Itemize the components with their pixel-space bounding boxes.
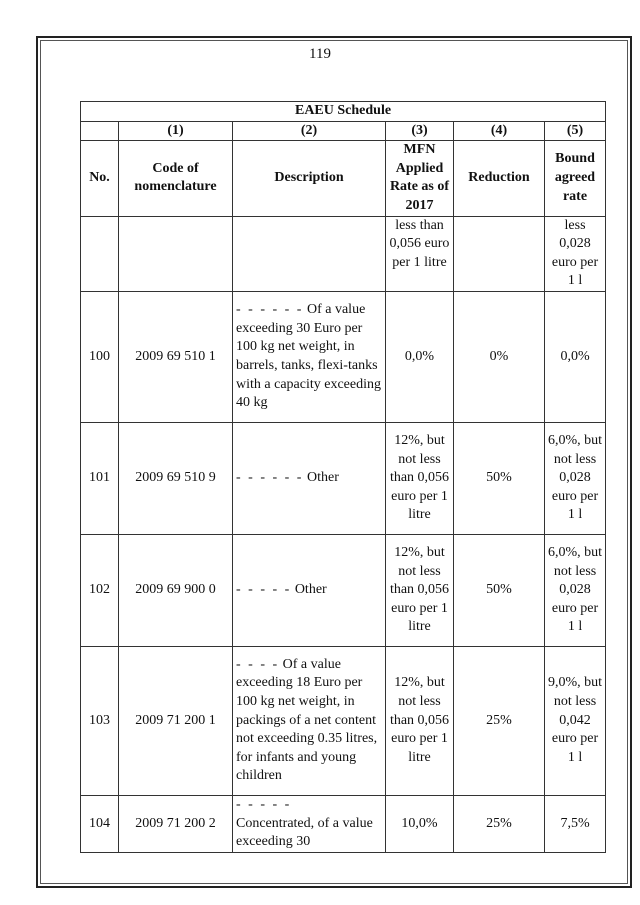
dash-prefix: - - - - - <box>236 582 292 598</box>
table-row <box>81 646 606 795</box>
cell-bound: 6,0%, but not less 0,028 euro per 1 l <box>545 422 606 534</box>
cell-no: 101 <box>81 422 119 534</box>
header-bound-rate: Bound agreed rate <box>545 141 606 216</box>
cell-mfn: 10,0% <box>386 795 454 852</box>
header-code: Code of nomenclature <box>119 141 233 216</box>
cell-no: 100 <box>81 291 119 422</box>
cell-reduction: 25% <box>454 646 545 795</box>
cell-bound: 6,0%, but not less 0,028 euro per 1 l <box>545 534 606 646</box>
header-no: No. <box>81 141 119 216</box>
cell-reduction: 50% <box>454 422 545 534</box>
cell-no: 103 <box>81 646 119 795</box>
dash-prefix: - - - - <box>236 656 280 672</box>
cell-no: 102 <box>81 534 119 646</box>
cell-no: 104 <box>81 795 119 852</box>
column-number-2: (2) <box>233 121 386 141</box>
eaeu-schedule-table <box>80 101 606 853</box>
header-row <box>81 141 606 216</box>
dash-prefix: - - - - - - <box>236 470 304 486</box>
cell-no <box>81 216 119 291</box>
cell-reduction: 50% <box>454 534 545 646</box>
description-text: Of a value exceeding 18 Euro per 100 kg net weight, in packings of a net content not exceeding 0.35 litres, for infants and young children <box>236 656 378 784</box>
column-number-3: (3) <box>386 121 454 141</box>
cell-code <box>119 216 233 291</box>
cell-code: 2009 69 510 9 <box>119 422 233 534</box>
cell-description <box>233 422 386 534</box>
description-text: Other <box>294 582 327 598</box>
cell-reduction <box>454 216 545 291</box>
cell-reduction: 25% <box>454 795 545 852</box>
table-title: EAEU Schedule <box>81 102 606 122</box>
column-number-5: (5) <box>545 121 606 141</box>
dash-prefix: - - - - - <box>236 796 292 812</box>
table-row <box>81 291 606 422</box>
cell-mfn: 12%, but not less than 0,056 euro per 1 litre <box>386 646 454 795</box>
cell-description <box>233 795 386 852</box>
column-number-4: (4) <box>454 121 545 141</box>
cell-description <box>233 291 386 422</box>
cell-mfn: 0,0% <box>386 291 454 422</box>
cell-code: 2009 69 900 0 <box>119 534 233 646</box>
description-text: Other <box>306 470 339 486</box>
column-number-1: (1) <box>119 121 233 141</box>
cell-mfn: 12%, but not less than 0,056 euro per 1 litre <box>386 422 454 534</box>
cell-bound: 7,5% <box>545 795 606 852</box>
description-text: Concentrated, of a value exceeding 30 <box>236 815 373 850</box>
cell-bound: 0,0% <box>545 291 606 422</box>
header-reduction: Reduction <box>454 141 545 216</box>
column-number-blank <box>81 121 119 141</box>
header-description: Description <box>233 141 386 216</box>
column-number-row <box>81 121 606 141</box>
cell-code: 2009 69 510 1 <box>119 291 233 422</box>
cell-mfn: 12%, but not less than 0,056 euro per 1 litre <box>386 534 454 646</box>
cell-description <box>233 646 386 795</box>
cell-code: 2009 71 200 2 <box>119 795 233 852</box>
description-text: Of a value exceeding 30 Euro per 100 kg net weight, in barrels, tanks, flexi-tanks with a capacity exceeding 40 kg <box>236 302 381 411</box>
table-row <box>81 795 606 852</box>
header-mfn-rate: MFN Applied Rate as of 2017 <box>386 141 454 216</box>
cell-mfn: less than 0,056 euro per 1 litre <box>386 216 454 291</box>
cell-description <box>233 216 386 291</box>
table-row <box>81 534 606 646</box>
table-row-continuation <box>81 216 606 291</box>
cell-bound: less 0,028 euro per 1 l <box>545 216 606 291</box>
cell-bound: 9,0%, but not less 0,042 euro per 1 l <box>545 646 606 795</box>
cell-description <box>233 534 386 646</box>
dash-prefix: - - - - - - <box>236 302 304 318</box>
page-number: 119 <box>309 46 331 62</box>
cell-reduction: 0% <box>454 291 545 422</box>
cell-code: 2009 71 200 1 <box>119 646 233 795</box>
table-row <box>81 422 606 534</box>
